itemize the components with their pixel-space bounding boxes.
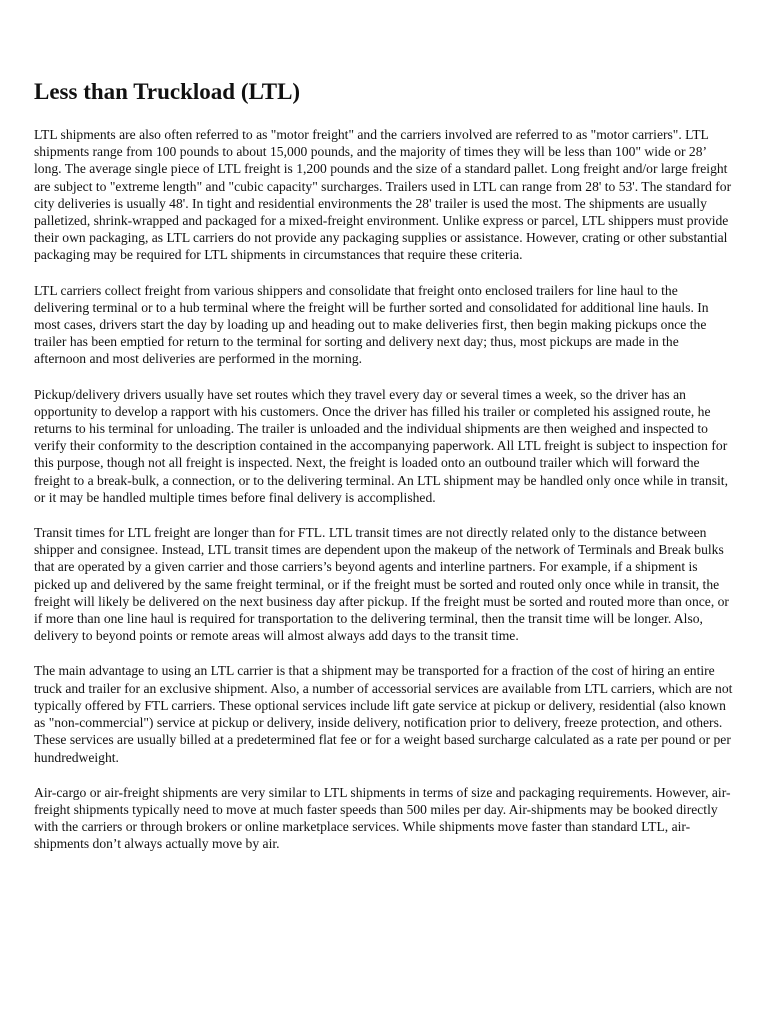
paragraph-4: Transit times for LTL freight are longer than for FTL. LTL transit times are not directly related only to the distance between shipper and consignee. Instead, LTL transit times are dependent upon the makeup of the network of Terminals and Break bulks that are operated by a given carrier and those carriers’s beyond agents and interline partners. For example, if a shipment is picked up and delivered by the same freight terminal, or if the freight must be sorted and routed only once while in transit, the freight will likely be delivered on the next business day after pickup. If the freight must be sorted and routed more than once, or if more than one line haul is required for transportation to the delivering terminal, then the transit time will be longer. Also, delivery to beyond points or remote areas will almost always add days to the transit time.: [34, 525, 729, 644]
paragraph-1: LTL shipments are also often referred to as "motor freight" and the carriers involved are referred to as "motor carriers". LTL shipments range from 100 pounds to about 15,000 pounds, and the majority of times they will be less than 100" wide or 28’ long. The average single piece of LTL freight is 1,200 pounds and the size of a standard pallet. Long freight and/or large freight are subject to "extreme length" and "cubic capacity" surcharges. Trailers used in LTL can range from 28' to 53'. The standard for city deliveries is usually 48'. In tight and residential environments the 28' trailer is used the most. The shipments are usually palletized, shrink-wrapped and packaged for a mixed-freight environment. Unlike express or parcel, LTL shippers must provide their own packaging, as LTL carriers do not provide any packaging supplies or assistance. However, crating or other substantial packaging may be required for LTL shipments in circumstances that require these criteria.: [34, 127, 732, 263]
paragraph-3: Pickup/delivery drivers usually have set routes which they travel every day or several times a week, so the driver has an opportunity to develop a rapport with his customers. Once the driver has filled his trailer or completed his assigned route, he returns to his terminal for unloading. The trailer is unloaded and the individual shipments are then weighed and inspected to verify their conformity to the description contained in the accompanying paperwork. All LTL freight is subject to inspection for this purpose, though not all freight is inspected. Next, the freight is loaded onto an outbound trailer which will forward the freight to a break-bulk, a connection, or to the delivering terminal. An LTL shipment may be handled only once while in transit, or it may be handled multiple times before final delivery is accomplished.: [34, 386, 728, 505]
page-title: Less than Truckload (LTL): [34, 79, 301, 104]
paragraph-2: LTL carriers collect freight from various shippers and consolidate that freight onto enclosed trailers for line haul to the delivering terminal or to a hub terminal where the freight will be further sorted and consolidated for additional line hauls. In most cases, drivers start the day by loading up and heading out to make deliveries first, then begin making pickups once the trailer has been emptied for return to the terminal for sorting and delivery next day; thus, most pickups are made in the afternoon and most deliveries are performed in the morning.: [34, 282, 709, 367]
paragraph-5: The main advantage to using an LTL carrier is that a shipment may be transported for a fraction of the cost of hiring an entire truck and trailer for an exclusive shipment. Also, a number of accessorial services are available from LTL carriers, which are not typically offered by FTL carriers. These optional services include lift gate service at pickup or delivery, residential (also known as "non-commercial") service at pickup or delivery, inside delivery, notification prior to delivery, freeze protection, and others. These services are usually billed at a predetermined flat fee or for a weight based surcharge calculated as a rate per pound or per hundredweight.: [34, 663, 733, 765]
document-page: [34, 78, 734, 871]
paragraph-6: Air-cargo or air-freight shipments are very similar to LTL shipments in terms of size and packaging requirements. However, air-freight shipments typically need to move at much faster speeds than 500 miles per day. Air-shipments may be booked directly with the carriers or through brokers or online marketplace services. While shipments move faster than standard LTL, air-shipments don’t always actually move by air.: [34, 784, 731, 852]
